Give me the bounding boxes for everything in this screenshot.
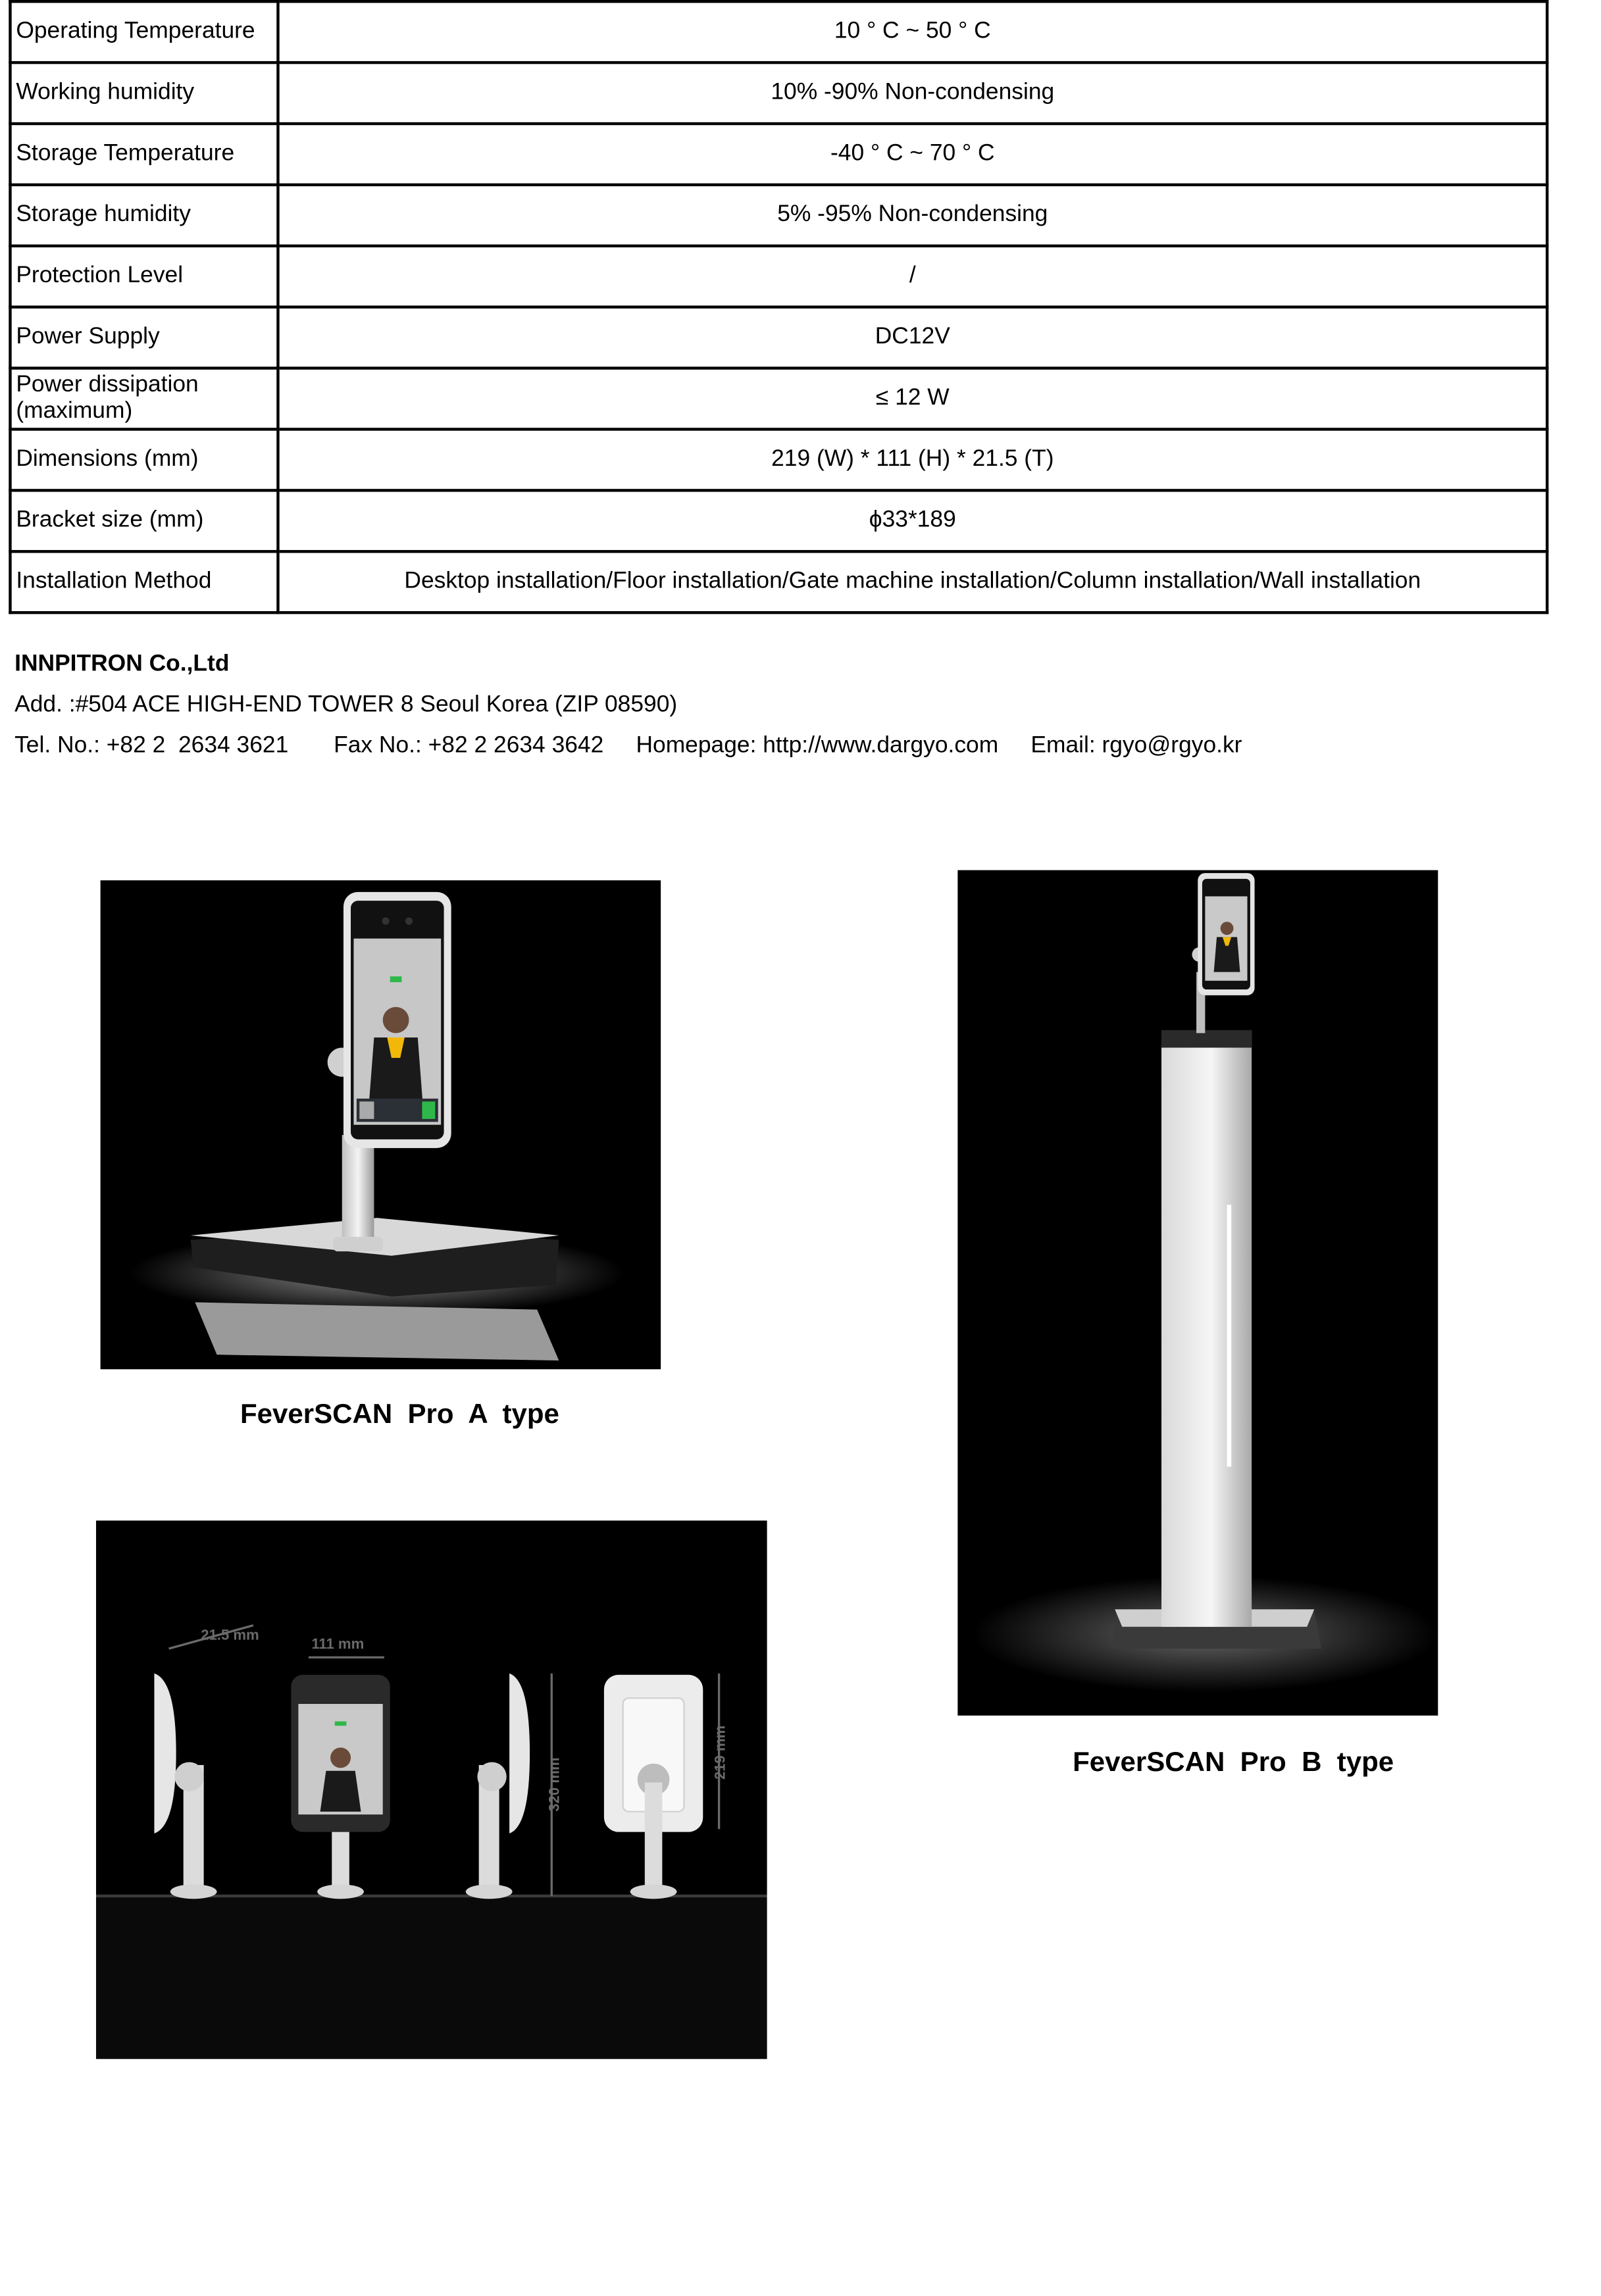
spec-value: 10 ° C ~ 50 ° C [278, 1, 1547, 62]
company-contact: Tel. No.: +82 2 2634 3621 Fax No.: +82 2 2634 3642 Homepage: http://www.dargyo.com Email: rgyo@rgyo.kr [14, 733, 1242, 759]
spec-label: Power dissipation (maximum) [10, 368, 278, 430]
spec-value: 10% -90% Non-condensing [278, 62, 1547, 124]
table-row [10, 368, 1547, 430]
company-address: Add. :#504 ACE HIGH-END TOWER 8 Seoul Korea (ZIP 08590) [14, 692, 678, 718]
spec-value: ϕ33*189 [278, 490, 1547, 551]
product-b-photo [957, 870, 1438, 1716]
spec-table [9, 0, 1548, 614]
spec-value: 5% -95% Non-condensing [278, 185, 1547, 246]
table-row [10, 490, 1547, 551]
table-row [10, 551, 1547, 612]
dimensions-illustration [96, 1520, 767, 2059]
spec-value: / [278, 246, 1547, 307]
spec-label: Storage humidity [10, 185, 278, 246]
spec-label: Dimensions (mm) [10, 429, 278, 490]
table-row [10, 429, 1547, 490]
table-row [10, 185, 1547, 246]
spec-label: Power Supply [10, 307, 278, 368]
floor-stand-illustration [957, 870, 1438, 1716]
dimension-panel-height-label: 219 mm [711, 1725, 728, 1780]
spec-value: Desktop installation/Floor installation/Gate machine installation/Column installation/Wall installation [278, 551, 1547, 612]
table-row [10, 62, 1547, 124]
spec-label: Bracket size (mm) [10, 490, 278, 551]
desktop-stand-illustration [101, 880, 661, 1369]
spec-label: Protection Level [10, 246, 278, 307]
spec-value: -40 ° C ~ 70 ° C [278, 124, 1547, 185]
spec-value: ≤ 12 W [278, 368, 1547, 430]
table-row [10, 1, 1547, 62]
dimension-thickness-label: 21.5 mm [201, 1626, 259, 1643]
product-b-caption: FeverSCAN Pro B type [1073, 1747, 1394, 1778]
table-row [10, 246, 1547, 307]
spec-label: Storage Temperature [10, 124, 278, 185]
spec-label: Operating Temperature [10, 1, 278, 62]
product-a-caption: FeverSCAN Pro A type [240, 1399, 559, 1431]
dimension-total-height-label: 320 mm [546, 1757, 563, 1812]
spec-label: Installation Method [10, 551, 278, 612]
dimension-width-label: 111 mm [311, 1635, 365, 1652]
table-row [10, 124, 1547, 185]
dimensions-photo [96, 1520, 767, 2059]
spec-value: DC12V [278, 307, 1547, 368]
spec-label: Working humidity [10, 62, 278, 124]
table-row [10, 307, 1547, 368]
product-a-photo [101, 880, 661, 1369]
spec-value: 219 (W) * 111 (H) * 21.5 (T) [278, 429, 1547, 490]
company-name: INNPITRON Co.,Ltd [14, 651, 230, 677]
